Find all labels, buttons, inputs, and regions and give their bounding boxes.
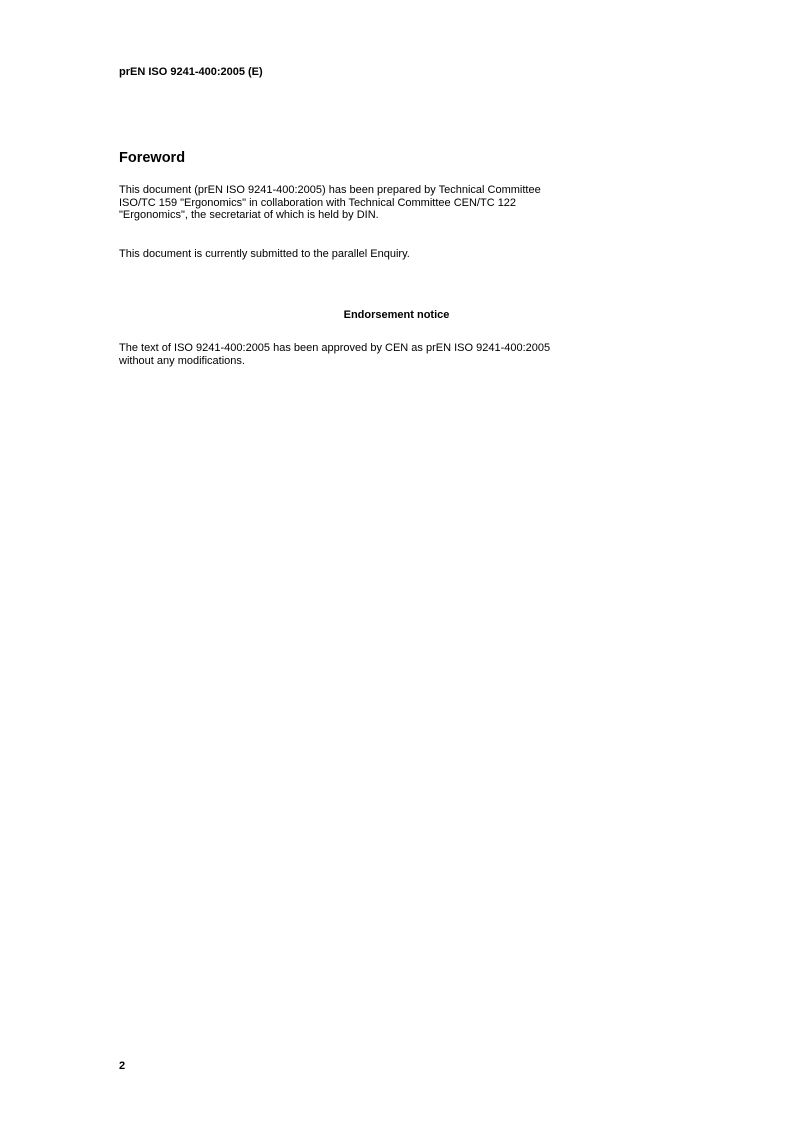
- foreword-paragraph-1-line: This document (prEN ISO 9241-400:2005) has been prepared by Technical Committee: [119, 184, 541, 196]
- endorsement-paragraph: [119, 342, 679, 367]
- foreword-paragraph-2-line: This document is currently submitted to the parallel Enquiry.: [119, 248, 410, 260]
- endorsement-notice-title: Endorsement notice: [343, 309, 450, 321]
- foreword-title: Foreword: [119, 150, 186, 166]
- document-header: prEN ISO 9241-400:2005 (E): [119, 66, 263, 78]
- foreword-paragraph-1-line: ISO/TC 159 "Ergonomics" in collaboration with Technical Committee CEN/TC 122: [119, 196, 517, 209]
- foreword-paragraph-1: [119, 184, 679, 222]
- endorsement-paragraph-line: The text of ISO 9241-400:2005 has been approved by CEN as prEN ISO 9241-400:2005: [119, 342, 551, 354]
- endorsement-paragraph-line: without any modifications.: [119, 354, 245, 367]
- page-number: 2: [119, 1060, 126, 1072]
- foreword-paragraph-1-line: "Ergonomics", the secretariat of which is held by DIN.: [119, 209, 379, 221]
- foreword-paragraph-2: [119, 248, 679, 261]
